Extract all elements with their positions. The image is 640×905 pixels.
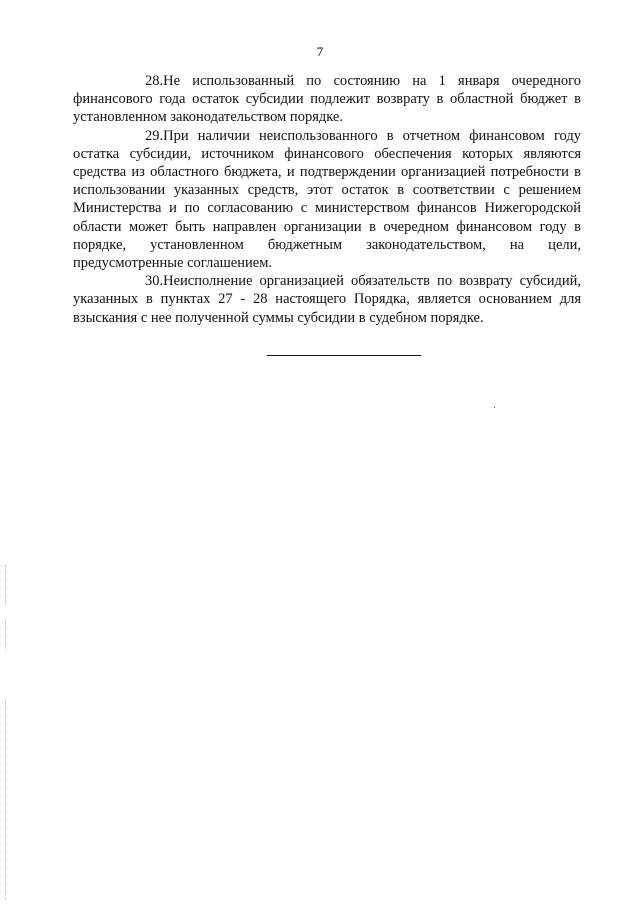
paragraph-number: 29. (145, 127, 164, 144)
scan-edge-mark (5, 700, 6, 900)
scan-edge-mark (5, 565, 6, 605)
paragraph-29 (73, 127, 581, 273)
scan-edge-mark (5, 620, 6, 650)
paragraph-30 (73, 272, 581, 327)
paragraph-28 (73, 72, 581, 127)
document-body (73, 72, 581, 327)
paragraph-number: 28. (145, 73, 164, 89)
end-of-document-divider (267, 355, 421, 356)
paragraph-number: 30. (145, 273, 164, 290)
paragraph-text: При наличии неиспользованного в отчетном финансовом году остатка субсидии, источником финансового обеспечения которых являются средства из областного бюджета, и подтверждении организацией потребности в использовании указанных средств, этот остаток в соответствии с решением Министерства и по согласованию с министерством финансов Нижегородской области может быть направлен организации в очередном финансовом году в порядке, установленном бюджетным законодательством, на цели, предусмотренные соглашением. (73, 127, 581, 272)
paragraph-text: Неисполнение организацией обязательств по возврату субсидий, указанных в пунктах 27 - 28 настоящего Порядка, является основанием для взыскания с нее полученной суммы субсидии в судебном порядке. (73, 273, 581, 326)
page-number: 7 (316, 44, 324, 59)
scan-speck (494, 407, 495, 408)
paragraph-text: Не использованный по состоянию на 1 января очередного финансового года остаток субсидии подлежит возврату в областной бюджет в установленном законодательством порядке. (73, 73, 581, 126)
